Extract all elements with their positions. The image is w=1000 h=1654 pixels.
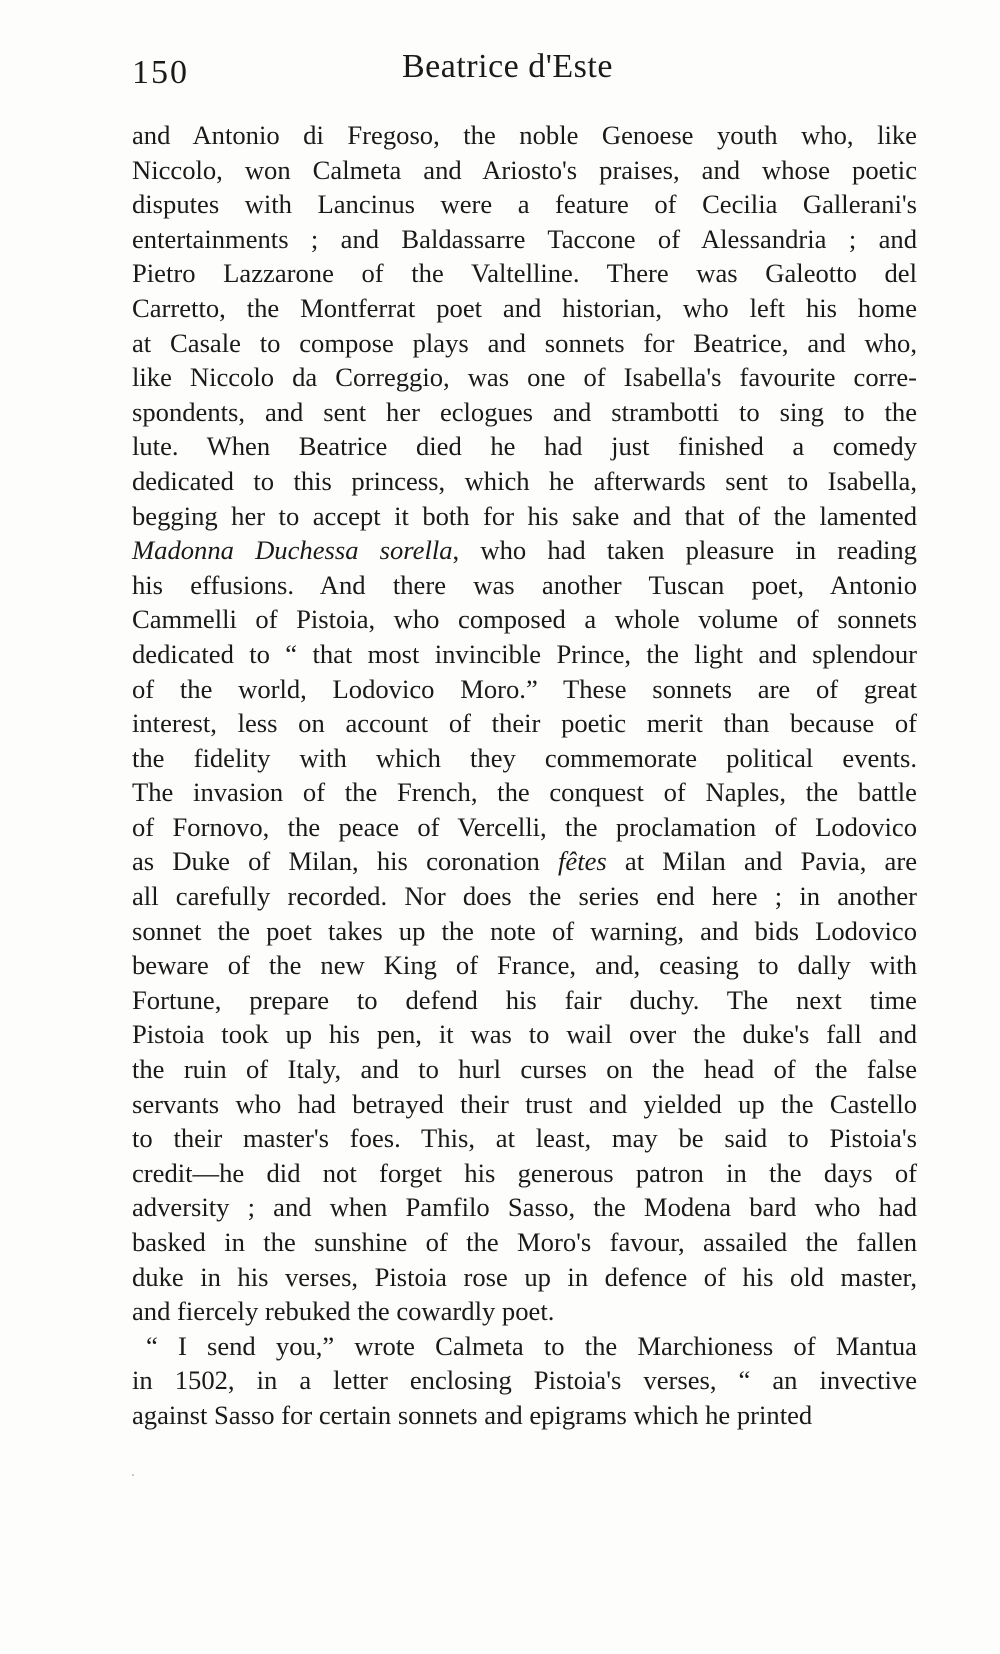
text-line: all carefully recorded. Nor does the series end here ; in another xyxy=(132,881,917,912)
text-line: Fortune, prepare to defend his fair duchy. The next time xyxy=(132,984,917,1015)
text-line: of Fornovo, the peace of Vercelli, the proclamation of Lodovico xyxy=(132,811,917,842)
text-line: disputes with Lancinus were a feature of Cecilia Gallerani's xyxy=(132,189,917,220)
text-line: begging her to accept it both for his sake and that of the lamented xyxy=(132,500,917,531)
text-line: Niccolo, won Calmeta and Ariosto's praises, and whose poetic xyxy=(132,154,917,185)
text-line: “ I send you,” wrote Calmeta to the Marchioness of Mantua xyxy=(146,1330,917,1361)
text-line: credit—he did not forget his generous patron in the days of xyxy=(132,1157,917,1188)
text-line: in 1502, in a letter enclosing Pistoia's verses, “ an invective xyxy=(132,1365,917,1396)
text-line: his effusions. And there was another Tuscan poet, Antonio xyxy=(132,569,917,600)
text-line: The invasion of the French, the conquest of Naples, the battle xyxy=(132,777,917,808)
text-line: as Duke of Milan, his coronation fêtes at Milan and Pavia, are xyxy=(132,846,917,877)
italic-phrase: fêtes xyxy=(558,846,607,877)
text-line: dedicated to this princess, which he afterwards sent to Isabella, xyxy=(132,465,917,496)
text-line: adversity ; and when Pamfilo Sasso, the Modena bard who had xyxy=(132,1192,917,1223)
text-line: basked in the sunshine of the Moro's favour, assailed the fallen xyxy=(132,1227,917,1257)
running-title: Beatrice d'Este xyxy=(402,48,613,85)
text-line: servants who had betrayed their trust and yielded up the Castello xyxy=(132,1088,917,1119)
text-line: spondents, and sent her eclogues and strambotti to sing to the xyxy=(132,396,917,427)
text-line: Cammelli of Pistoia, who composed a whole volume of sonnets xyxy=(132,604,917,635)
text-line: duke in his verses, Pistoia rose up in defence of his old master, xyxy=(132,1261,917,1292)
text-line: the fidelity with which they commemorate political events. xyxy=(132,742,917,773)
text-line: and Antonio di Fregoso, the noble Genoese youth who, like xyxy=(132,120,917,150)
text-line: to their master's foes. This, at least, may be said to Pistoia's xyxy=(132,1123,917,1154)
text-line: sonnet the poet takes up the note of warning, and bids Lodovico xyxy=(132,915,917,946)
page-number: 150 xyxy=(132,54,189,91)
text-line: the ruin of Italy, and to hurl curses on the head of the false xyxy=(132,1054,917,1085)
text-line: entertainments ; and Baldassarre Taccone of Alessandria ; and xyxy=(132,223,917,254)
text-line: Madonna Duchessa sorella, who had taken pleasure in reading xyxy=(132,535,917,566)
text-line: of the world, Lodovico Moro.” These sonnets are of great xyxy=(132,673,917,704)
text-line: Pietro Lazzarone of the Valtelline. There was Galeotto del xyxy=(132,258,917,289)
text-line: interest, less on account of their poetic merit than because of xyxy=(132,708,917,739)
text-line: against Sasso for certain sonnets and epigrams which he printed xyxy=(132,1399,813,1430)
text-line: dedicated to “ that most invincible Prince, the light and splendour xyxy=(132,638,917,669)
body-text xyxy=(132,118,917,1433)
text-line: like Niccolo da Correggio, was one of Isabella's favourite corre- xyxy=(132,362,917,393)
text-line: at Casale to compose plays and sonnets for Beatrice, and who, xyxy=(132,327,917,358)
text-line: and fiercely rebuked the cowardly poet. xyxy=(132,1296,555,1327)
text-line: Carretto, the Montferrat poet and historian, who left his home xyxy=(132,292,917,323)
page-speck xyxy=(132,1474,134,1476)
text-line: lute. When Beatrice died he had just finished a comedy xyxy=(132,431,917,462)
italic-phrase: Madonna Duchessa sorella xyxy=(132,535,453,566)
text-line: Pistoia took up his pen, it was to wail over the duke's fall and xyxy=(132,1019,917,1050)
running-head xyxy=(132,48,922,98)
text-line: beware of the new King of France, and, ceasing to dally with xyxy=(132,950,917,981)
